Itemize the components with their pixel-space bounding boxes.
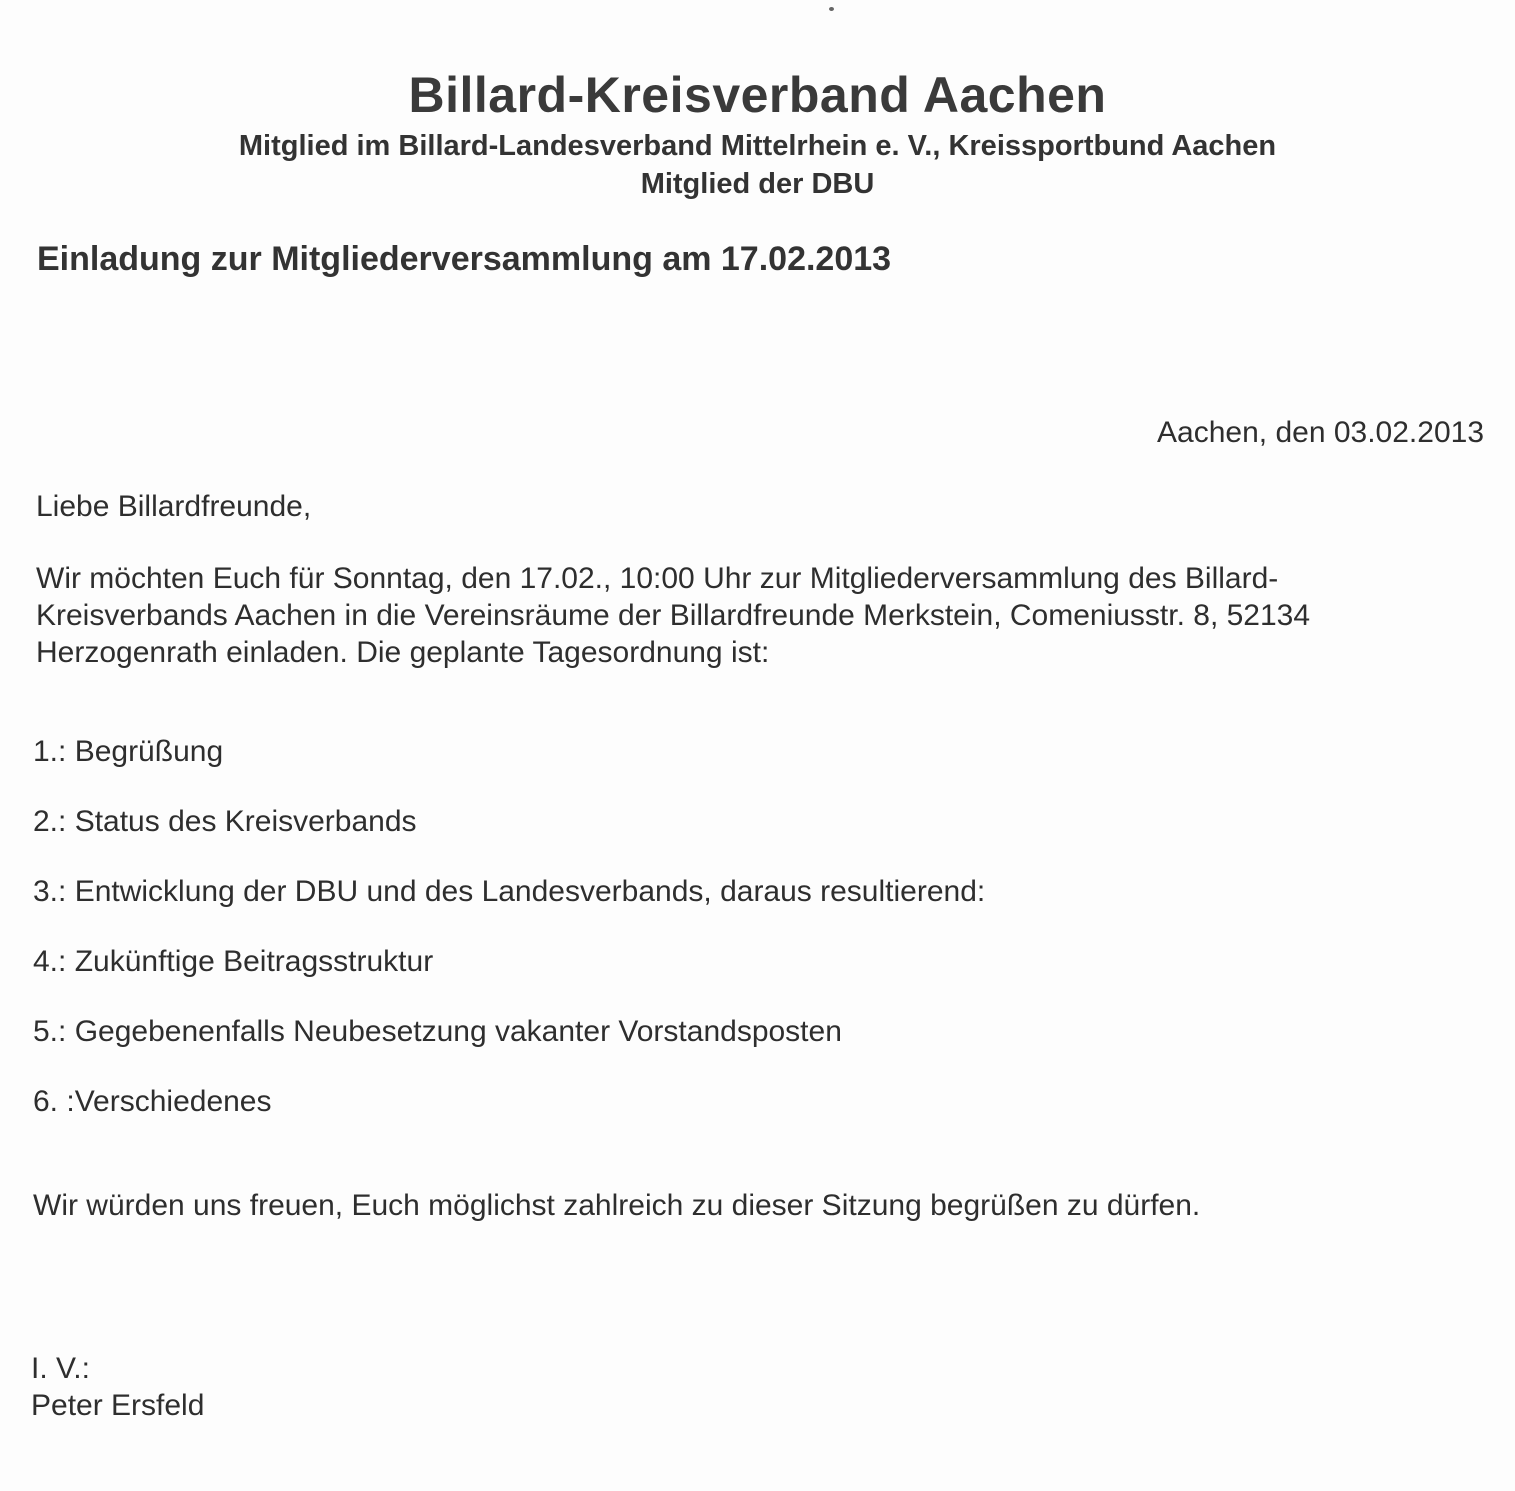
agenda-item: 2.: Status des Kreisverbands	[33, 805, 417, 838]
closing-sentence: Wir würden uns freuen, Euch möglichst zahlreich zu dieser Sitzung begrüßen zu dürfen.	[33, 1189, 1201, 1222]
scan-speck	[829, 7, 834, 11]
signature-prefix: I. V.:	[31, 1352, 90, 1385]
organization-title: Billard-Kreisverband Aachen	[408, 67, 1107, 123]
place-and-date: Aachen, den 03.02.2013	[1157, 416, 1484, 449]
invitation-paragraph	[36, 560, 1476, 671]
membership-line-2: Mitglied der DBU	[640, 168, 875, 200]
signer-name: Peter Ersfeld	[31, 1389, 205, 1422]
agenda-item: 5.: Gegebenenfalls Neubesetzung vakanter Vorstandsposten	[33, 1015, 842, 1048]
agenda-item: 3.: Entwicklung der DBU und des Landesverbands, daraus resultierend:	[33, 875, 986, 908]
agenda-item: 1.: Begrüßung	[33, 735, 224, 768]
invitation-line-1: Wir möchten Euch für Sonntag, den 17.02., 10:00 Uhr zur Mitgliederversammlung des Billard-	[36, 562, 1279, 595]
agenda-item: 4.: Zukünftige Beitragsstruktur	[33, 945, 434, 978]
salutation: Liebe Billardfreunde,	[36, 490, 312, 523]
invitation-line-3: Herzogenrath einladen. Die geplante Tagesordnung ist:	[36, 636, 770, 669]
letter-subject: Einladung zur Mitgliederversammlung am 17.02.2013	[37, 240, 892, 278]
agenda-item: 6. :Verschiedenes	[33, 1085, 272, 1118]
invitation-line-2: Kreisverbands Aachen in die Vereinsräume der Billardfreunde Merkstein, Comeniusstr. 8, 52134	[36, 599, 1311, 632]
agenda-list	[33, 733, 985, 1153]
membership-line-1: Mitglied im Billard-Landesverband Mittelrhein e. V., Kreissportbund Aachen	[238, 130, 1277, 162]
